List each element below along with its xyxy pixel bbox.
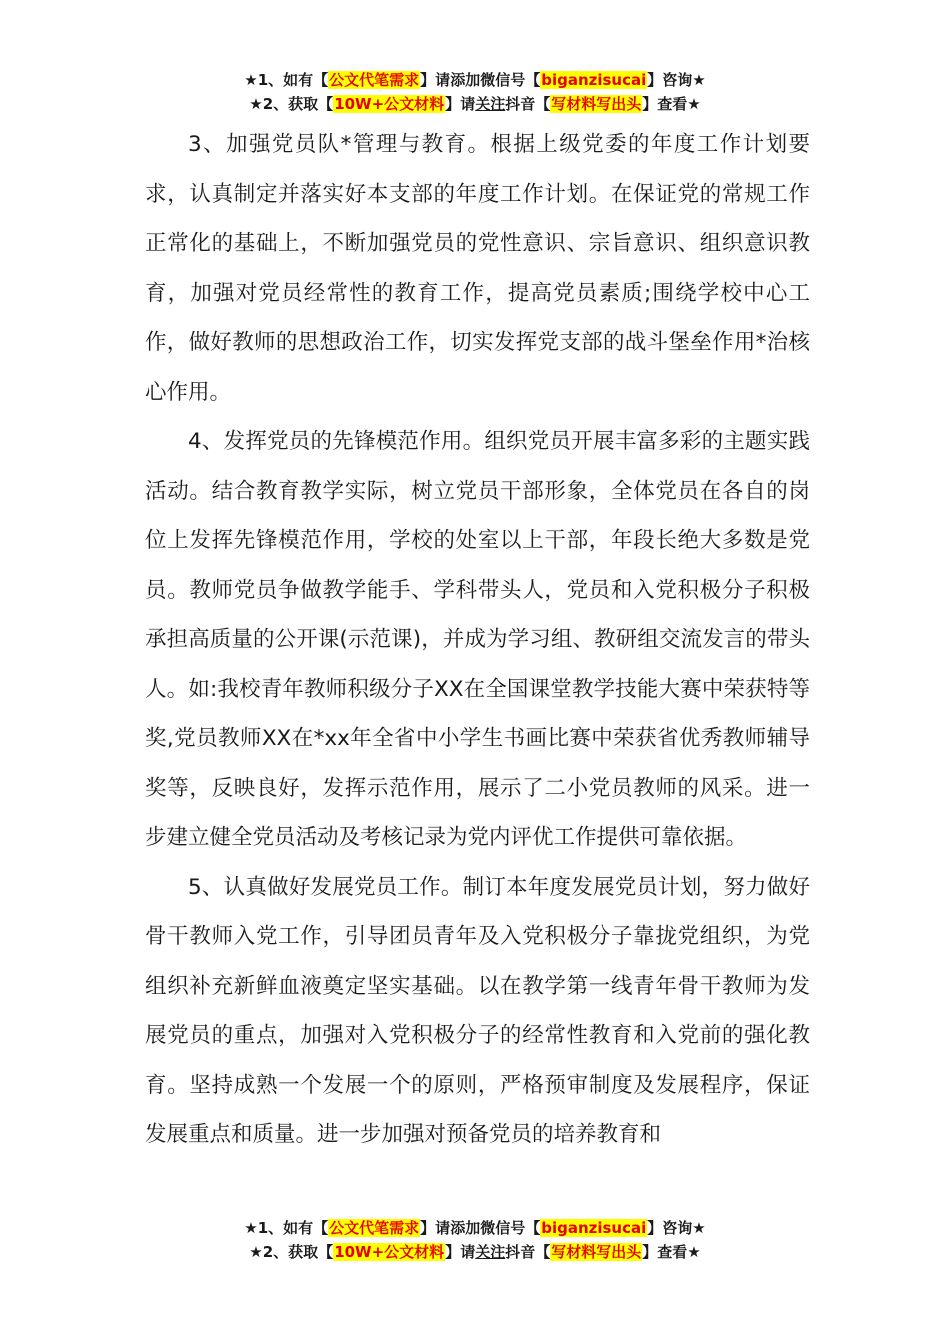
banner-text: 微信号【 bbox=[480, 71, 541, 89]
highlight-materials: 10W+公文材料 bbox=[334, 95, 445, 113]
banner-text: 】咨询★ bbox=[647, 1219, 706, 1237]
banner-text: 】查看★ bbox=[642, 1243, 701, 1261]
banner-text: 】咨询★ bbox=[647, 71, 706, 89]
banner-text: 】请 bbox=[420, 1219, 451, 1237]
highlight-materials: 10W+公文材料 bbox=[334, 1243, 445, 1261]
paragraph-5: 5、认真做好发展党员工作。制订本年度发展党员计划，努力做好骨干教师入党工作，引导团员青年及入党积极分子靠拢党组织，为党组织补充新鲜血液奠定坚实基础。以在教学第一线青年骨干教师为发展党员的重点，加强对入党积极分子的经常性教育和入党前的强化教育。坚持成熟一个发展一个的原则，严格预审制度及发展程序，保证发展重点和质量。进一步加强对预备党员的培养教育和 bbox=[145, 874, 810, 1147]
document-body bbox=[145, 120, 810, 1160]
header-banner bbox=[0, 68, 950, 116]
banner-text: 微信号【 bbox=[480, 1219, 541, 1237]
banner-text: ★2、获取【 bbox=[249, 1243, 334, 1261]
banner-line-1 bbox=[0, 1216, 950, 1240]
highlight-service: 公文代笔需求 bbox=[329, 1219, 420, 1237]
banner-text: 】请 bbox=[445, 95, 476, 113]
highlight-douyin-id: 写材料写出头 bbox=[551, 1243, 642, 1261]
highlight-service: 公文代笔需求 bbox=[329, 71, 420, 89]
paragraph-3: 3、加强党员队*管理与教育。根据上级党委的年度工作计划要求，认真制定并落实好本支部的年度工作计划。在保证党的常规工作正常化的基础上，不断加强党员的党性意识、宗旨意识、组织意识教育，加强对党员经常性的教育工作，提高党员素质;围绕学校中心工作，做好教师的思想政治工作，切实发挥党支部的战斗堡垒作用*治核心作用。 bbox=[145, 132, 810, 405]
highlight-wechat-id: biganzisucai bbox=[541, 1219, 647, 1237]
highlight-douyin-id: 写材料写出头 bbox=[551, 95, 642, 113]
banner-emphasis: 关注 bbox=[475, 1243, 506, 1261]
footer-banner bbox=[0, 1216, 950, 1264]
banner-text: 】请 bbox=[420, 71, 451, 89]
banner-emphasis: 关注 bbox=[475, 95, 506, 113]
banner-text: 】查看★ bbox=[642, 95, 701, 113]
highlight-wechat-id: biganzisucai bbox=[541, 71, 647, 89]
banner-text: ★1、如有【 bbox=[244, 1219, 329, 1237]
paragraph-4: 4、发挥党员的先锋模范作用。组织党员开展丰富多彩的主题实践活动。结合教育教学实际，树立党员干部形象，全体党员在各自的岗位上发挥先锋模范作用，学校的处室以上干部，年段长绝大多数是党员。教师党员争做教学能手、学科带头人，党员和入党积极分子积极承担高质量的公开课(示范课)，并成为学习组、教研组交流发言的带头人。如:我校青年教师积级分子XX在全国课堂教学技能大赛中荣获特等奖,党员教师XX在*xx年全省中小学生书画比赛中荣获省优秀教师辅导奖等，反映良好，发挥示范作用，展示了二小党员教师的风采。进一步建立健全党员活动及考核记录为党内评优工作提供可靠依据。 bbox=[145, 429, 810, 850]
banner-text: 抖音【 bbox=[505, 95, 551, 113]
banner-text: 抖音【 bbox=[505, 1243, 551, 1261]
banner-text: ★2、获取【 bbox=[249, 95, 334, 113]
banner-line-2 bbox=[0, 1240, 950, 1264]
banner-text: 】请 bbox=[445, 1243, 476, 1261]
banner-line-2 bbox=[0, 92, 950, 116]
banner-emphasis: 添加 bbox=[450, 71, 481, 89]
banner-line-1 bbox=[0, 68, 950, 92]
banner-emphasis: 添加 bbox=[450, 1219, 481, 1237]
banner-text: ★1、如有【 bbox=[244, 71, 329, 89]
